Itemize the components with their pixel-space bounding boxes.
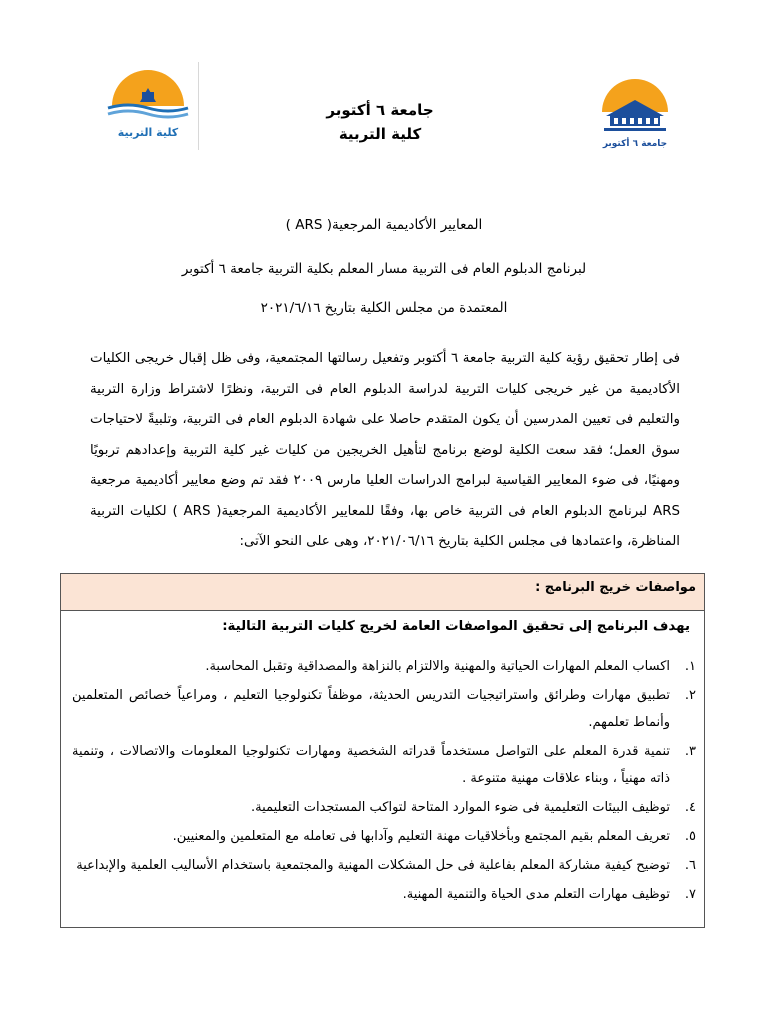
- list-item: ٣. تنمية قدرة المعلم على التواصل مستخدماً قدراته الشخصية ومهارات تكنولوجيا المعلومات والاتصالات ، وتنمية ذاته مهنياً ، وبناء علاقات مهنية متنوعة .: [72, 744, 696, 786]
- document-subtitle: لبرنامج الدبلوم العام فى التربية مسار المعلم بكلية التربية جامعة ٦ أكتوبر: [181, 261, 587, 277]
- list-item: ٦. توضيح كيفية مشاركة المعلم بفاعلية فى حل المشكلات المهنية والمجتمعية باستخدام الأساليب العلمية والإبداعية: [76, 858, 696, 873]
- specs-list: [64, 653, 704, 908]
- list-item: ٤. توظيف البيئات التعليمية فى ضوء الموارد المتاحة لتواكب المستجدات التعليمية.: [251, 800, 696, 815]
- faculty-logo-text: كلية التربية: [117, 126, 179, 139]
- list-item: ٢. تطبيق مهارات وطرائق واستراتيجيات التدريس الحديثة، موظفاً تكنولوجيا التعليم ، ومراعياً خصائص المتعلمين وأنماط تعلمهم.: [72, 688, 696, 730]
- list-item: ٧. توظيف مهارات التعلم مدى الحياة والتنمية المهنية.: [402, 887, 696, 902]
- university-name: جامعة ٦ أكتوبر: [326, 101, 434, 119]
- faculty-name: كلية التربية: [338, 125, 422, 143]
- intro-text: فى إطار تحقيق رؤية كلية التربية جامعة ٦ أكتوبر وتفعيل رسالتها المجتمعية، وفى ظل إقبال خريجى الكليات الأكاديمية من غير خريجى كليات التربية لدراسة الدبلوم العام فى التربية، ونظرًا لاشتراط وزارة التربية والتعليم فى تعيين المدرسين أن يكون المتقدم حاصلا على شهادة الدبلوم العام فى التربية، وتلبيةً لاحتياجات سوق العمل؛ فقد سعت الكلية لوضع برنامج لتأهيل الخريجين من كليات غير كلية التربية وإعدادهم تربويًا ومهنيًا، فى ضوء المعايير القياسية لبرامج الدراسات العليا مارس ٢٠٠٩ فقد تم وضع معايير أكاديمية مرجعية ARS لبرنامج الدبلوم العام فى التربية خاص بها، وفقًا للمعايير الأكاديمية المرجعية( ARS ) لكليات التربية المناظرة، واعتمادها فى مجلس الكلية بتاريخ ٢٠٢١/٠٦/١٦، وهى على النحو الآتى:: [90, 351, 681, 549]
- university-logo-text: جامعة ٦ أكتوبر: [602, 139, 668, 149]
- specs-body-cell: [60, 611, 705, 928]
- list-item: ٥. تعريف المعلم بقيم المجتمع وبأخلاقيات مهنة التعليم وآدابها فى تعامله مع المتعلمين والمعنيين.: [172, 829, 696, 844]
- approval-line: المعتمدة من مجلس الكلية بتاريخ ٢٠٢١/٦/١٦: [260, 300, 508, 316]
- specs-heading: مواصفات خريج البرنامج :: [535, 580, 696, 595]
- intro-paragraph: [90, 344, 680, 558]
- document-title: المعايير الأكاديمية المرجعية( ARS ): [285, 217, 483, 233]
- header-title: [0, 98, 768, 146]
- list-item: ١. اكساب المعلم المهارات الحياتية والمهنية والالتزام بالنزاهة والمصداقية وتقبل المحاسبة.: [205, 659, 696, 674]
- specs-header-cell: [60, 573, 705, 611]
- specs-intro: يهدف البرنامج إلى تحقيق المواصفات العامة لخريج كليات التربية التالية:: [222, 619, 690, 634]
